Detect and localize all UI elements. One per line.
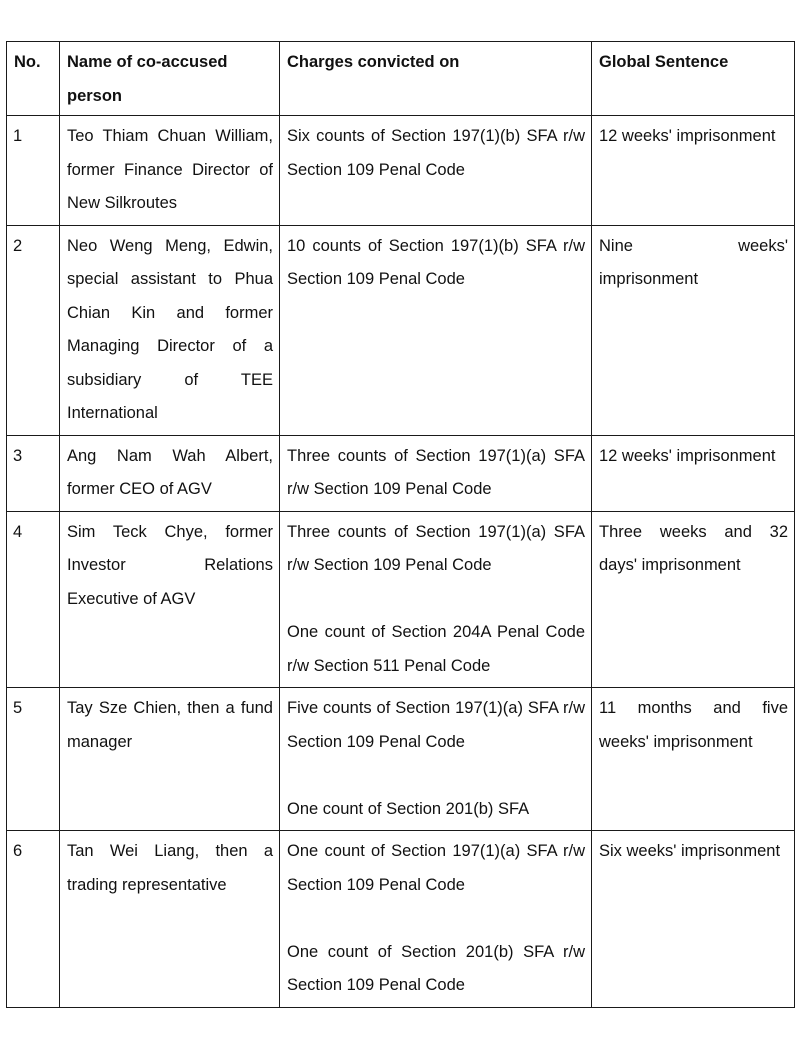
header-row	[7, 42, 795, 116]
charge-item: Three counts of Section 197(1)(a) SFA r/w Section 109 Penal Code	[287, 522, 585, 574]
header-no: No.	[7, 42, 60, 116]
co-accused-name: Sim Teck Chye, former Investor Relations Executive of AGV	[60, 511, 280, 688]
co-accused-name: Teo Thiam Chuan William, former Finance Director of New Silkroutes	[60, 116, 280, 226]
charges-cell	[280, 116, 592, 226]
charges-cell	[280, 688, 592, 831]
header-sentence: Global Sentence	[592, 42, 795, 116]
sentence-cell: Nine weeks' imprisonment	[592, 225, 795, 435]
charges-cell	[280, 511, 592, 688]
sentence-cell: Three weeks and 32 days' imprisonment	[592, 511, 795, 688]
charges-cell	[280, 225, 592, 435]
charge-item: One count of Section 204A Penal Code r/w Section 511 Penal Code	[287, 623, 585, 675]
row-number: 5	[7, 688, 60, 831]
header-name: Name of co-accused person	[60, 42, 280, 116]
sentence-cell: 12 weeks' imprisonment	[592, 435, 795, 511]
row-number: 4	[7, 511, 60, 688]
charge-item: Three counts of Section 197(1)(a) SFA r/w Section 109 Penal Code	[287, 446, 585, 498]
table-row	[7, 435, 795, 511]
table-row	[7, 831, 795, 1008]
charge-item: 10 counts of Section 197(1)(b) SFA r/w Section 109 Penal Code	[287, 236, 585, 288]
charge-item: Five counts of Section 197(1)(a) SFA r/w Section 109 Penal Code	[287, 699, 585, 751]
table-row	[7, 511, 795, 688]
co-accused-table	[6, 41, 795, 1008]
table-row	[7, 116, 795, 226]
sentence-cell: 11 months and five weeks' imprisonment	[592, 688, 795, 831]
table-row	[7, 225, 795, 435]
co-accused-name: Tan Wei Liang, then a trading representative	[60, 831, 280, 1008]
charge-item: One count of Section 197(1)(a) SFA r/w Section 109 Penal Code	[287, 842, 585, 894]
charges-cell	[280, 435, 592, 511]
row-number: 6	[7, 831, 60, 1008]
charges-cell	[280, 831, 592, 1008]
header-charges: Charges convicted on	[280, 42, 592, 116]
co-accused-name: Ang Nam Wah Albert, former CEO of AGV	[60, 435, 280, 511]
table-row	[7, 688, 795, 831]
charge-item: One count of Section 201(b) SFA r/w Section 109 Penal Code	[287, 942, 585, 994]
row-number: 2	[7, 225, 60, 435]
sentence-cell: Six weeks' imprisonment	[592, 831, 795, 1008]
charge-item: Six counts of Section 197(1)(b) SFA r/w Section 109 Penal Code	[287, 127, 585, 179]
row-number: 3	[7, 435, 60, 511]
sentence-cell: 12 weeks' imprisonment	[592, 116, 795, 226]
charge-item: One count of Section 201(b) SFA	[287, 799, 530, 818]
co-accused-name: Neo Weng Meng, Edwin, special assistant to Phua Chian Kin and former Managing Director of a subsidiary of TEE International	[60, 225, 280, 435]
co-accused-name: Tay Sze Chien, then a fund manager	[60, 688, 280, 831]
row-number: 1	[7, 116, 60, 226]
